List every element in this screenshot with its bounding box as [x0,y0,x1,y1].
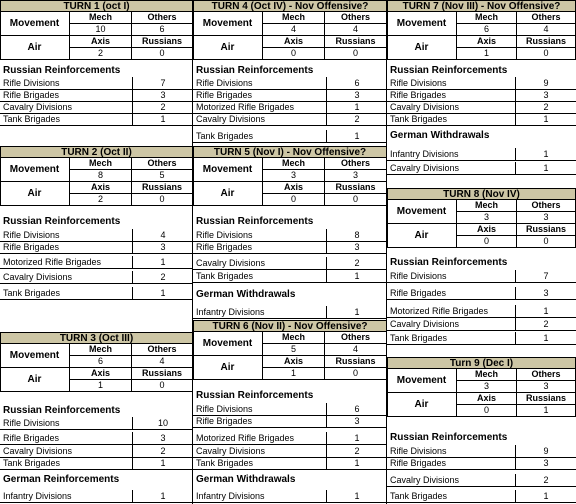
unit-count: 3 [543,288,549,298]
air-label: Air [193,182,263,206]
mech-header: Mech [457,12,517,24]
withdrawals-heading: German Withdrawals [196,474,296,485]
russians-value: 0 [132,48,193,60]
reinforcements-heading: Russian Reinforcements [3,65,121,76]
axis-value: 0 [457,236,517,248]
unit-name: Rifle Brigades [196,242,253,252]
axis-value: 1 [263,368,325,380]
column-2 [193,0,387,504]
axis-header: Axis [263,356,325,368]
unit-count: 1 [543,306,549,316]
axis-value: 0 [263,48,325,60]
list-item [0,113,193,126]
axis-value: 1 [70,380,132,392]
others-header: Others [132,158,193,170]
unit-count: 1 [354,307,360,317]
unit-count: 1 [354,102,360,112]
unit-count: 10 [157,418,168,428]
russians-value: 0 [132,380,193,392]
reinforcements-heading: Russian Reinforcements [196,65,314,76]
list-item [387,305,576,318]
unit-count: 2 [354,114,360,124]
withdrawals-heading: German Withdrawals [196,289,296,300]
axis-value: 1 [457,48,517,60]
unit-name: Infantry Divisions [3,491,72,501]
unit-name: Rifle Brigades [196,90,253,100]
unit-count: 1 [354,433,360,443]
unit-name: Tank Brigades [390,491,448,501]
others-value: 5 [132,170,193,182]
unit-count: 3 [354,90,360,100]
unit-count: 1 [354,271,360,281]
unit-name: Motorized Rifle Brigades [196,102,295,112]
list-item [387,318,576,331]
unit-name: Cavalry Divisions [390,475,460,485]
unit-count: 6 [354,78,360,88]
list-item [387,113,576,126]
list-item [0,490,193,503]
unit-count: 3 [160,90,166,100]
unit-name: Cavalry Divisions [3,446,73,456]
russians-value: 0 [325,48,387,60]
unit-name: Rifle Divisions [196,404,253,414]
unit-count: 1 [354,131,360,141]
movement-label: Movement [0,158,70,182]
unit-name: Cavalry Divisions [3,272,73,282]
unit-name: Tank Brigades [196,271,254,281]
t3-title: TURN 3 (Oct III) [0,332,193,344]
unit-name: Infantry Divisions [390,149,459,159]
t5-title: TURN 5 (Nov I) - Nov Offensive? [193,146,387,158]
unit-name: Rifle Divisions [196,78,253,88]
list-item [387,474,576,487]
reinforcements-heading: Russian Reinforcements [390,257,508,268]
unit-count: 3 [354,242,360,252]
unit-count: 1 [160,288,166,298]
unit-count: 1 [160,491,166,501]
russians-value: 1 [517,405,576,417]
column-3 [387,0,576,504]
unit-count: 2 [543,319,549,329]
list-item [0,256,193,269]
air-label: Air [0,182,70,206]
unit-name: Cavalry Divisions [390,163,460,173]
axis-header: Axis [263,36,325,48]
list-item [387,162,576,175]
list-item [387,332,576,345]
list-item [193,432,387,445]
t6-title: TURN 6 (Nov II) - Nov Offensive? [193,320,387,332]
unit-name: Rifle Divisions [390,446,447,456]
unit-name: Rifle Brigades [390,90,447,100]
unit-count: 6 [354,404,360,414]
unit-count: 1 [354,458,360,468]
unit-name: Motorized Rifle Brigades [3,257,102,267]
movement-label: Movement [193,158,263,182]
others-header: Others [325,332,387,344]
russians-header: Russians [517,224,576,236]
unit-count: 2 [354,258,360,268]
german_reinforcements-heading: German Reinforcements [3,474,120,485]
unit-count: 1 [543,149,549,159]
unit-count: 9 [543,446,549,456]
t4-title: TURN 4 (Oct IV) - Nov Offensive? [193,0,387,12]
mech-header: Mech [457,200,517,212]
unit-count: 3 [354,416,360,426]
unit-name: Tank Brigades [196,131,254,141]
others-value: 4 [517,24,576,36]
axis-value: 0 [457,405,517,417]
others-value: 4 [325,344,387,356]
others-header: Others [325,12,387,24]
air-label: Air [0,368,70,392]
unit-count: 1 [543,114,549,124]
movement-label: Movement [387,369,457,393]
movement-label: Movement [0,12,70,36]
unit-count: 3 [160,433,166,443]
list-item [387,457,576,470]
unit-count: 3 [160,242,166,252]
russians-value: 0 [325,194,387,206]
unit-count: 8 [354,230,360,240]
t7-title: TURN 7 (Nov III) - Nov Offensive? [387,0,576,12]
list-item [193,130,387,143]
list-item [387,490,576,503]
unit-name: Motorized Rifle Brigades [196,433,295,443]
grid-edge [0,158,1,206]
list-item [387,287,576,300]
russians-value: 0 [517,48,576,60]
grid-edge [0,12,1,60]
mech-header: Mech [70,158,132,170]
unit-count: 2 [160,102,166,112]
unit-count: 3 [543,90,549,100]
unit-name: Tank Brigades [390,333,448,343]
list-item [0,287,193,300]
mech-value: 4 [263,24,325,36]
others-value: 4 [325,24,387,36]
unit-name: Rifle Divisions [390,78,447,88]
others-header: Others [517,12,576,24]
unit-name: Tank Brigades [3,458,61,468]
unit-name: Motorized Rifle Brigades [390,306,489,316]
russians-header: Russians [517,393,576,405]
others-value: 3 [325,170,387,182]
reinforcements-heading: Russian Reinforcements [196,216,314,227]
list-item [0,457,193,470]
mech-value: 3 [457,212,517,224]
unit-count: 2 [160,446,166,456]
unit-name: Rifle Brigades [390,288,447,298]
others-value: 3 [517,212,576,224]
mech-header: Mech [70,344,132,356]
unit-count: 7 [543,271,549,281]
unit-count: 2 [354,446,360,456]
list-item [193,306,387,319]
movement-label: Movement [193,12,263,36]
reinforcements-heading: Russian Reinforcements [3,405,121,416]
unit-name: Rifle Brigades [390,458,447,468]
mech-value: 3 [457,381,517,393]
mech-header: Mech [263,158,325,170]
unit-name: Infantry Divisions [196,491,265,501]
t8-title: TURN 8 (Nov IV) [387,188,576,200]
axis-value: 0 [263,194,325,206]
unit-count: 1 [543,333,549,343]
unit-count: 9 [543,78,549,88]
list-item [193,113,387,126]
russians-header: Russians [132,182,193,194]
unit-count: 1 [543,491,549,501]
unit-name: Cavalry Divisions [3,102,73,112]
list-item [193,415,387,428]
grid-edge [387,12,388,60]
axis-header: Axis [457,393,517,405]
air-label: Air [387,224,457,248]
others-header: Others [132,344,193,356]
unit-name: Rifle Brigades [196,416,253,426]
air-label: Air [0,36,70,60]
unit-name: Rifle Brigades [3,433,60,443]
unit-name: Rifle Brigades [3,90,60,100]
others-header: Others [517,369,576,381]
unit-name: Rifle Divisions [3,230,60,240]
russians-value: 0 [517,236,576,248]
unit-count: 1 [543,163,549,173]
movement-label: Movement [387,12,457,36]
unit-count: 2 [543,475,549,485]
unit-name: Rifle Brigades [3,242,60,252]
russians-header: Russians [132,368,193,380]
grid-edge [387,369,388,417]
unit-name: Cavalry Divisions [196,446,266,456]
movement-label: Movement [0,344,70,368]
mech-header: Mech [457,369,517,381]
unit-count: 3 [543,458,549,468]
unit-count: 2 [543,102,549,112]
list-item [193,257,387,270]
reinforcements-heading: Russian Reinforcements [390,65,508,76]
movement-label: Movement [193,332,263,356]
mech-value: 10 [70,24,132,36]
unit-count: 1 [160,257,166,267]
mech-header: Mech [263,332,325,344]
mech-value: 6 [70,356,132,368]
reinforcements-heading: Russian Reinforcements [3,216,121,227]
russians-header: Russians [325,182,387,194]
air-label: Air [387,36,457,60]
list-item [387,270,576,283]
grid-edge [193,12,194,60]
unit-name: Tank Brigades [196,458,254,468]
unit-name: Cavalry Divisions [390,102,460,112]
list-item [193,457,387,470]
unit-name: Cavalry Divisions [196,114,266,124]
others-value: 6 [132,24,193,36]
russians-value: 0 [132,194,193,206]
unit-name: Rifle Divisions [390,271,447,281]
russians-header: Russians [132,36,193,48]
movement-label: Movement [387,200,457,224]
unit-count: 1 [160,458,166,468]
unit-name: Tank Brigades [3,114,61,124]
russians-header: Russians [325,356,387,368]
air-label: Air [387,393,457,417]
list-item [387,148,576,161]
axis-header: Axis [70,182,132,194]
mech-value: 8 [70,170,132,182]
reinforcements-heading: Russian Reinforcements [390,432,508,443]
axis-header: Axis [457,224,517,236]
unit-count: 7 [160,78,166,88]
others-value: 3 [517,381,576,393]
others-header: Others [132,12,193,24]
unit-count: 1 [354,491,360,501]
mech-value: 5 [263,344,325,356]
mech-value: 6 [457,24,517,36]
mech-value: 3 [263,170,325,182]
unit-name: Rifle Divisions [3,418,60,428]
unit-count: 4 [160,230,166,240]
unit-name: Infantry Divisions [196,307,265,317]
unit-count: 2 [160,272,166,282]
axis-value: 2 [70,48,132,60]
list-item [0,241,193,254]
axis-header: Axis [70,368,132,380]
axis-value: 2 [70,194,132,206]
withdrawals-heading: German Withdrawals [390,130,490,141]
axis-header: Axis [70,36,132,48]
mech-header: Mech [70,12,132,24]
mech-header: Mech [263,12,325,24]
list-item [193,241,387,254]
air-label: Air [193,356,263,380]
axis-header: Axis [457,36,517,48]
air-label: Air [193,36,263,60]
t9-title: Turn 9 (Dec I) [387,357,576,369]
unit-name: Rifle Divisions [196,230,253,240]
grid-edge [387,200,388,248]
others-header: Others [325,158,387,170]
list-item [193,490,387,503]
unit-count: 1 [160,114,166,124]
unit-name: Rifle Divisions [3,78,60,88]
list-item [193,270,387,283]
t1-title: TURN 1 (oct I) [0,0,193,12]
grid-edge [193,332,194,380]
reinforcements-heading: Russian Reinforcements [196,390,314,401]
list-item [0,271,193,284]
list-item [0,417,193,430]
unit-name: Cavalry Divisions [196,258,266,268]
russians-value: 0 [325,368,387,380]
unit-name: Tank Brigades [3,288,61,298]
others-value: 4 [132,356,193,368]
axis-header: Axis [263,182,325,194]
list-item [0,432,193,445]
t2-title: TURN 2 (Oct II) [0,146,193,158]
russians-header: Russians [517,36,576,48]
russians-header: Russians [325,36,387,48]
column-1 [0,0,193,504]
grid-edge [0,344,1,392]
unit-name: Cavalry Divisions [390,319,460,329]
grid-edge [193,158,194,206]
others-header: Others [517,200,576,212]
unit-name: Tank Brigades [390,114,448,124]
